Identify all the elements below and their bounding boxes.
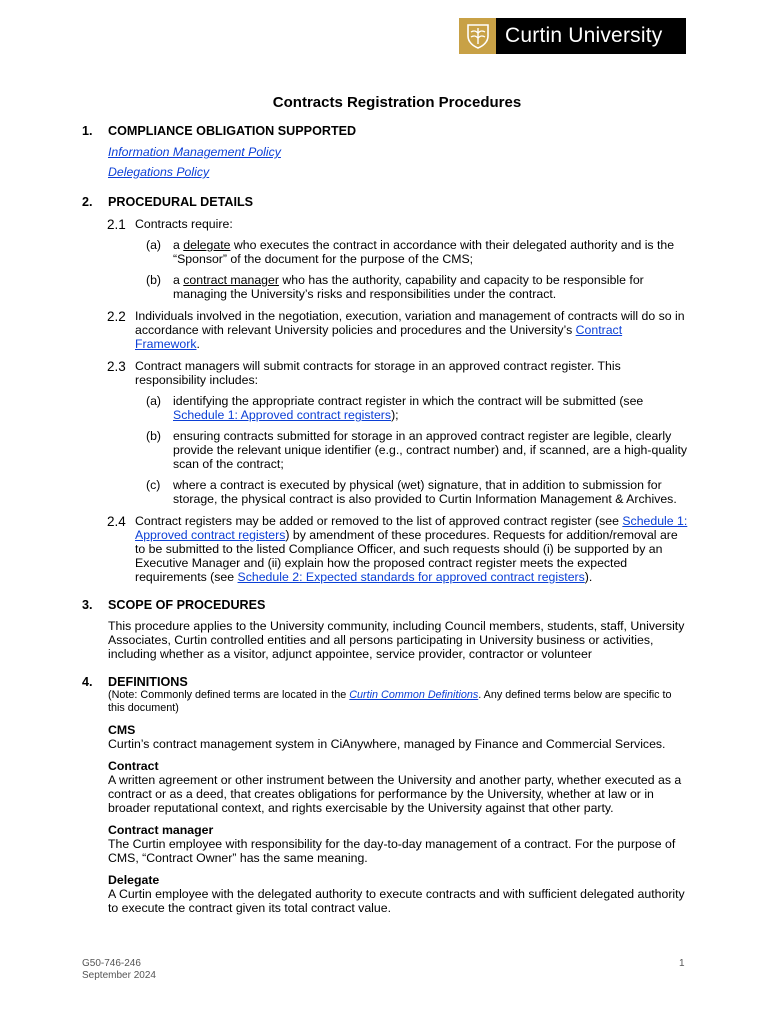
def-cms: Curtin’s contract management system in CiAnywhere, managed by Finance and Commercial Services. (108, 737, 666, 751)
clause-2-1: 2.1 Contracts require: (107, 217, 233, 232)
clause-2-1-b: (b) a contract manager who has the authority, capability and capacity to be responsible for managing the University’s risks and responsibilities under the contract. (146, 273, 644, 301)
section-3-heading: 3. SCOPE OF PROCEDURES (82, 598, 266, 612)
document-body (82, 124, 688, 915)
scope-text: This procedure applies to the University community, including Council members, students, staff, University Associates, Curtin controlled entities and all persons participating in University business or activities, including whether as a visitor, adjunct appointee, service provider, contractor or volunteer (108, 619, 685, 661)
contract-framework-link[interactable]: Contract Framework (135, 323, 623, 351)
logo-text: Curtin University (505, 24, 663, 47)
section-2-heading: 2. PROCEDURAL DETAILS (82, 195, 254, 209)
section-1-heading: 1. COMPLIANCE OBLIGATION SUPPORTED (82, 124, 357, 138)
schedule-1-link[interactable]: Schedule 1: Approved contract registers (173, 408, 392, 422)
clause-2-3: 2.3 Contract managers will submit contracts for storage in an approved contract register. This responsibility includes: (107, 359, 621, 387)
curtin-common-definitions-link[interactable]: Curtin Common Definitions (349, 689, 479, 701)
page-number: 1 (679, 958, 685, 969)
clause-2-3-b: (b) ensuring contracts submitted for storage in an approved contract register are legible, clearly provide the relevant unique identifier (e.g., contract number) and, if scanned, are a high-quality scan of the contract; (146, 429, 688, 471)
footer-date: September 2024 (82, 970, 156, 981)
clause-2-1-a: (a) a delegate who executes the contract in accordance with their delegated authority and is the “Sponsor” of the document for the purpose of the CMS; (146, 238, 675, 266)
schedule-1-link-2[interactable]: Schedule 1: Approved contract registers (135, 514, 688, 542)
information-management-policy-link[interactable]: Information Management Policy (108, 145, 281, 159)
footer-doc-info (82, 958, 156, 982)
footer-doc-id: G50-746-246 (82, 958, 141, 969)
term-delegate: Delegate (108, 873, 160, 887)
shield-icon (459, 18, 496, 54)
clause-2-3-c: (c) where a contract is executed by physical (wet) signature, that in addition to submission for storage, the physical contract is also provided to Curtin Information Management & Archives. (146, 478, 677, 506)
def-delegate: A Curtin employee with the delegated authority to execute contracts and with sufficient delegated authority to execute the contract given its total contract value. (108, 887, 685, 915)
clause-2-3-a: (a) identifying the appropriate contract register in which the contract will be submitted (see Schedule 1: Approved contract registers); (146, 394, 644, 422)
term-contract-manager: Contract manager (108, 823, 214, 837)
term-cms: CMS (108, 723, 136, 737)
clause-2-4: 2.4 Contract registers may be added or removed to the list of approved contract register (see Schedule 1: Approved contract registers) by amendment of these procedures. Requests for addition/removal are to be submitted to the listed Compliance Officer, and such requests should (i) be supported by an Executive Manager and (ii) explain how the proposed contract register meets the expected requirements (see Schedule 2: Expected standards for approved contract registers). (107, 514, 688, 584)
document-title: Contracts Registration Procedures (272, 94, 522, 111)
schedule-2-link[interactable]: Schedule 2: Expected standards for approved contract registers (237, 570, 585, 584)
contract-manager-term: contract manager (183, 273, 279, 287)
curtin-logo (459, 18, 686, 54)
term-contract: Contract (108, 759, 159, 773)
section-4-heading: 4. DEFINITIONS (82, 675, 188, 689)
delegations-policy-link[interactable]: Delegations Policy (108, 165, 210, 179)
delegate-term: delegate (183, 238, 231, 252)
def-contract-manager: The Curtin employee with responsibility for the day-to-day management of a contract. For the purpose of CMS, “Contract Owner” has the same meaning. (108, 837, 676, 865)
definitions-note: (Note: Commonly defined terms are located in the Curtin Common Definitions. Any defined terms below are specific to this document) (108, 689, 672, 714)
def-contract: A written agreement or other instrument between the University and another party, whether executed as a contract or as a deed, that creates obligations for performance by the University, whether at law or in broader reputational context, and rights exercisable by the University against that other party. (108, 773, 682, 815)
clause-2-2: 2.2 Individuals involved in the negotiation, execution, variation and management of contracts will do so in accordance with relevant University policies and procedures and the University’s Contract Framework. (107, 309, 685, 351)
